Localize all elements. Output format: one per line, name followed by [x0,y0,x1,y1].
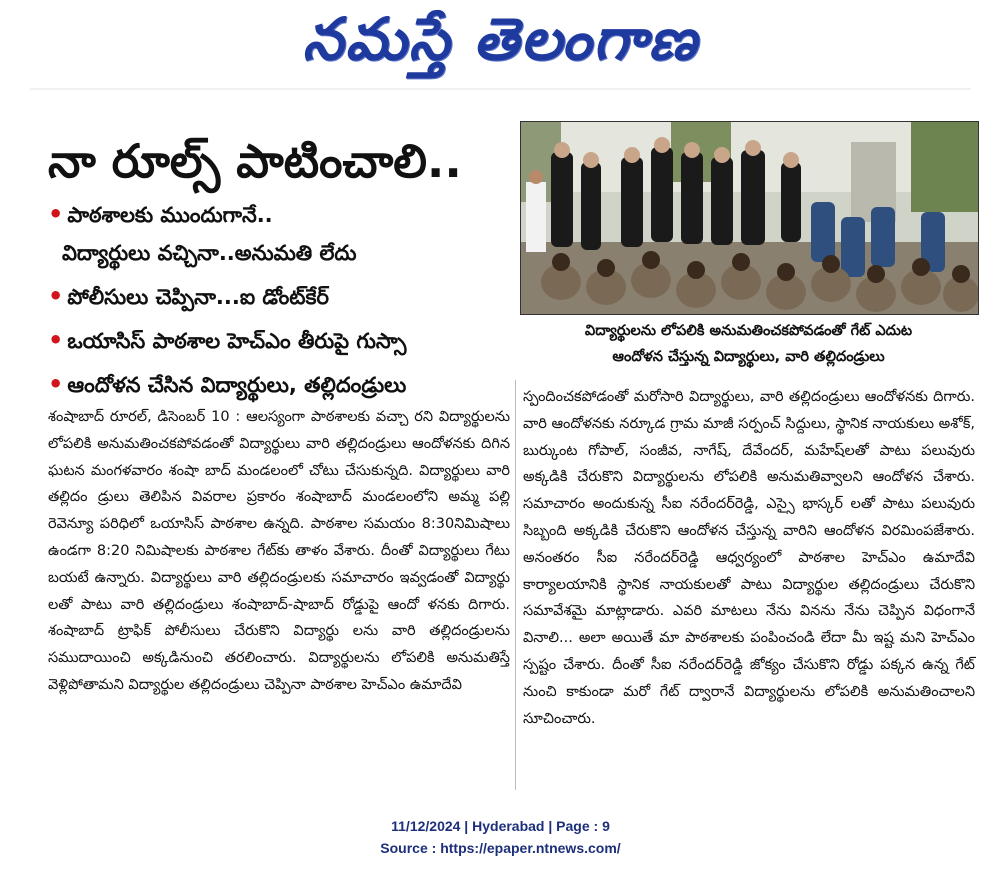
bullet-item: • ఆందోళన చేసిన విద్యార్థులు, తల్లిదండ్రులు [48,370,407,398]
bullet-item: విద్యార్థులు వచ్చినా..అనుమతి లేదు [62,241,357,265]
protest-photo [520,121,979,315]
bullet-dot-icon: • [48,370,64,398]
page-footer [0,815,1001,859]
article-headline: నా రూల్స్ పాటించాలి.. [48,134,462,188]
bullet-dot-icon: • [48,282,64,310]
bullet-dot-icon: • [48,200,64,228]
article-body-right-column: స్పందించకపోడంతో మరోసారి విద్యార్థులు, వారి తల్లిదండ్రులు ఆందోళనకు దిగారు. వారి ఆందోళనకు నర్కూడ గ్రామ మాజీ సర్పంచ్ సిద్దులు, స్థానిక నాయకులు అశోక్, బుర్కుంట గోపాల్, సంజీవ, నాగేష్, దేవేందర్, మహేష్‌లతో పాటు పలువురు అక్కడికి చేరుకొని విద్యార్థులను లోపలికి అనుమతివ్వాలని ఆందోళన చేశారు. సమాచారం అందుకున్న సీఐ నరేందర్‌రెడ్డి, ఎస్సై భాస్కర్ లతో పాటు పలువురు సిబ్బంది అక్కడికి చేరుకొని ఆందోళన చేస్తున్న వారిని ఆందోళన విరమింపజేశారు. అనంతరం సీఐ నరేందర్‌రెడ్డి ఆధ్వర్యంలో పాఠశాల హెచ్‌ఎం ఉమాదేవి కార్యాలయానికి స్థానిక నాయకులతో పాటు విద్యార్థుల తల్లిదండ్రులు చేరుకొని సమావేశమై మాట్లాడారు. ఎవరి మాటలు నేను వినను నేను చెప్పిన విధంగానే వినాలి... అలా అయితే మా పాఠశాలకు పంపించండి లేదా మీ ఇష్ట మని హెచ్‌ఎం స్పష్టం చేశారు. దీంతో సీఐ నరేందర్‌రెడ్డి జోక్యం చేసుకొని రోడ్డు పక్కన ఉన్న గేట్ నుంచి కాకుండా మరో గేట్ ద్వారానే విద్యార్థులను లోపలికి అనుమతించాలని సూచించారు. [523,389,975,727]
column-divider [515,380,516,790]
edition-info: 11/12/2024 | Hyderabad | Page : 9 [391,818,610,834]
newspaper-masthead [0,0,1001,82]
protest-photo-illustration [521,122,978,314]
bullet-item: • పాఠశాలకు ముందుగానే.. [48,200,273,228]
bullet-item: • పోలీసులు చెప్పినా...ఐ డోంట్‌కేర్ [48,282,329,310]
photo-caption: విద్యార్థులను లోపలికి అనుమతించకపోవడంతో గేట్ ఎదుట ఆందోళన చేస్తున్న విద్యార్థులు, వారి తల్లిదండ్రులు [584,323,913,365]
masthead-title: నమస్తే తెలంగాణ [302,5,699,73]
masthead-divider [30,88,971,90]
subheadline-bullets [48,200,518,414]
bullet-item: • ఒయాసిస్ పాఠశాల హెచ్‌ఎం తీరుపై గుస్సా [48,326,407,354]
source-link[interactable]: Source : https://epaper.ntnews.com/ [380,840,621,856]
article-body-left-column: శంషాబాద్ రూరల్, డిసెంబర్ 10 : ఆలస్యంగా పాఠశాలకు వచ్చా రని విద్యార్థులను లోపలికి అనుమతించకపోవడంతో విద్యార్థులు వారి తల్లిదండ్రులు ఆందోళనకు దిగిన ఘటన మంగళవారం శంషా బాద్ మండలంలో చోటు చేసుకున్నది. విద్యార్థులు వారి తల్లిదం డ్రులు తెలిపిన వివరాల ప్రకారం శంషాబాద్ మండలంలోని అమ్మ పల్లి రెవెన్యూ పరిధిలో ఒయాసిస్ పాఠశాల ఉన్నది. పాఠశాల సమయం 8:30నిమిషాలు ఉండగా 8:20 నిమిషాలకు పాఠశాల గేట్‌కు తాళం వేశారు. దీంతో విద్యార్థులు గేటు బయటే ఉన్నారు. విద్యార్థులు వారి తల్లిదండ్రులకు సమాచారం ఇవ్వడంతో విద్యార్థు లతో పాటు వారి తల్లిదండ్రులు శంషాబాద్-షాబాద్ రోడ్డుపై ఆందో ళనకు దిగారు. శంషాబాద్ ట్రాఫిక్ పోలీసులు చేరుకొని విద్యార్థు లను వారి తల్లిదండ్రులను సముదాయించి అక్కడినుంచి తరలించారు. విద్యార్థులను లోపలికి అనుమతిస్తే వెళ్లిపోతామని విద్యార్థుల తల్లిదండ్రులు చెప్పినా పాఠశాల హెచ్‌ఎం ఉమాదేవి [48,409,510,693]
bullet-dot-icon: • [48,326,64,354]
